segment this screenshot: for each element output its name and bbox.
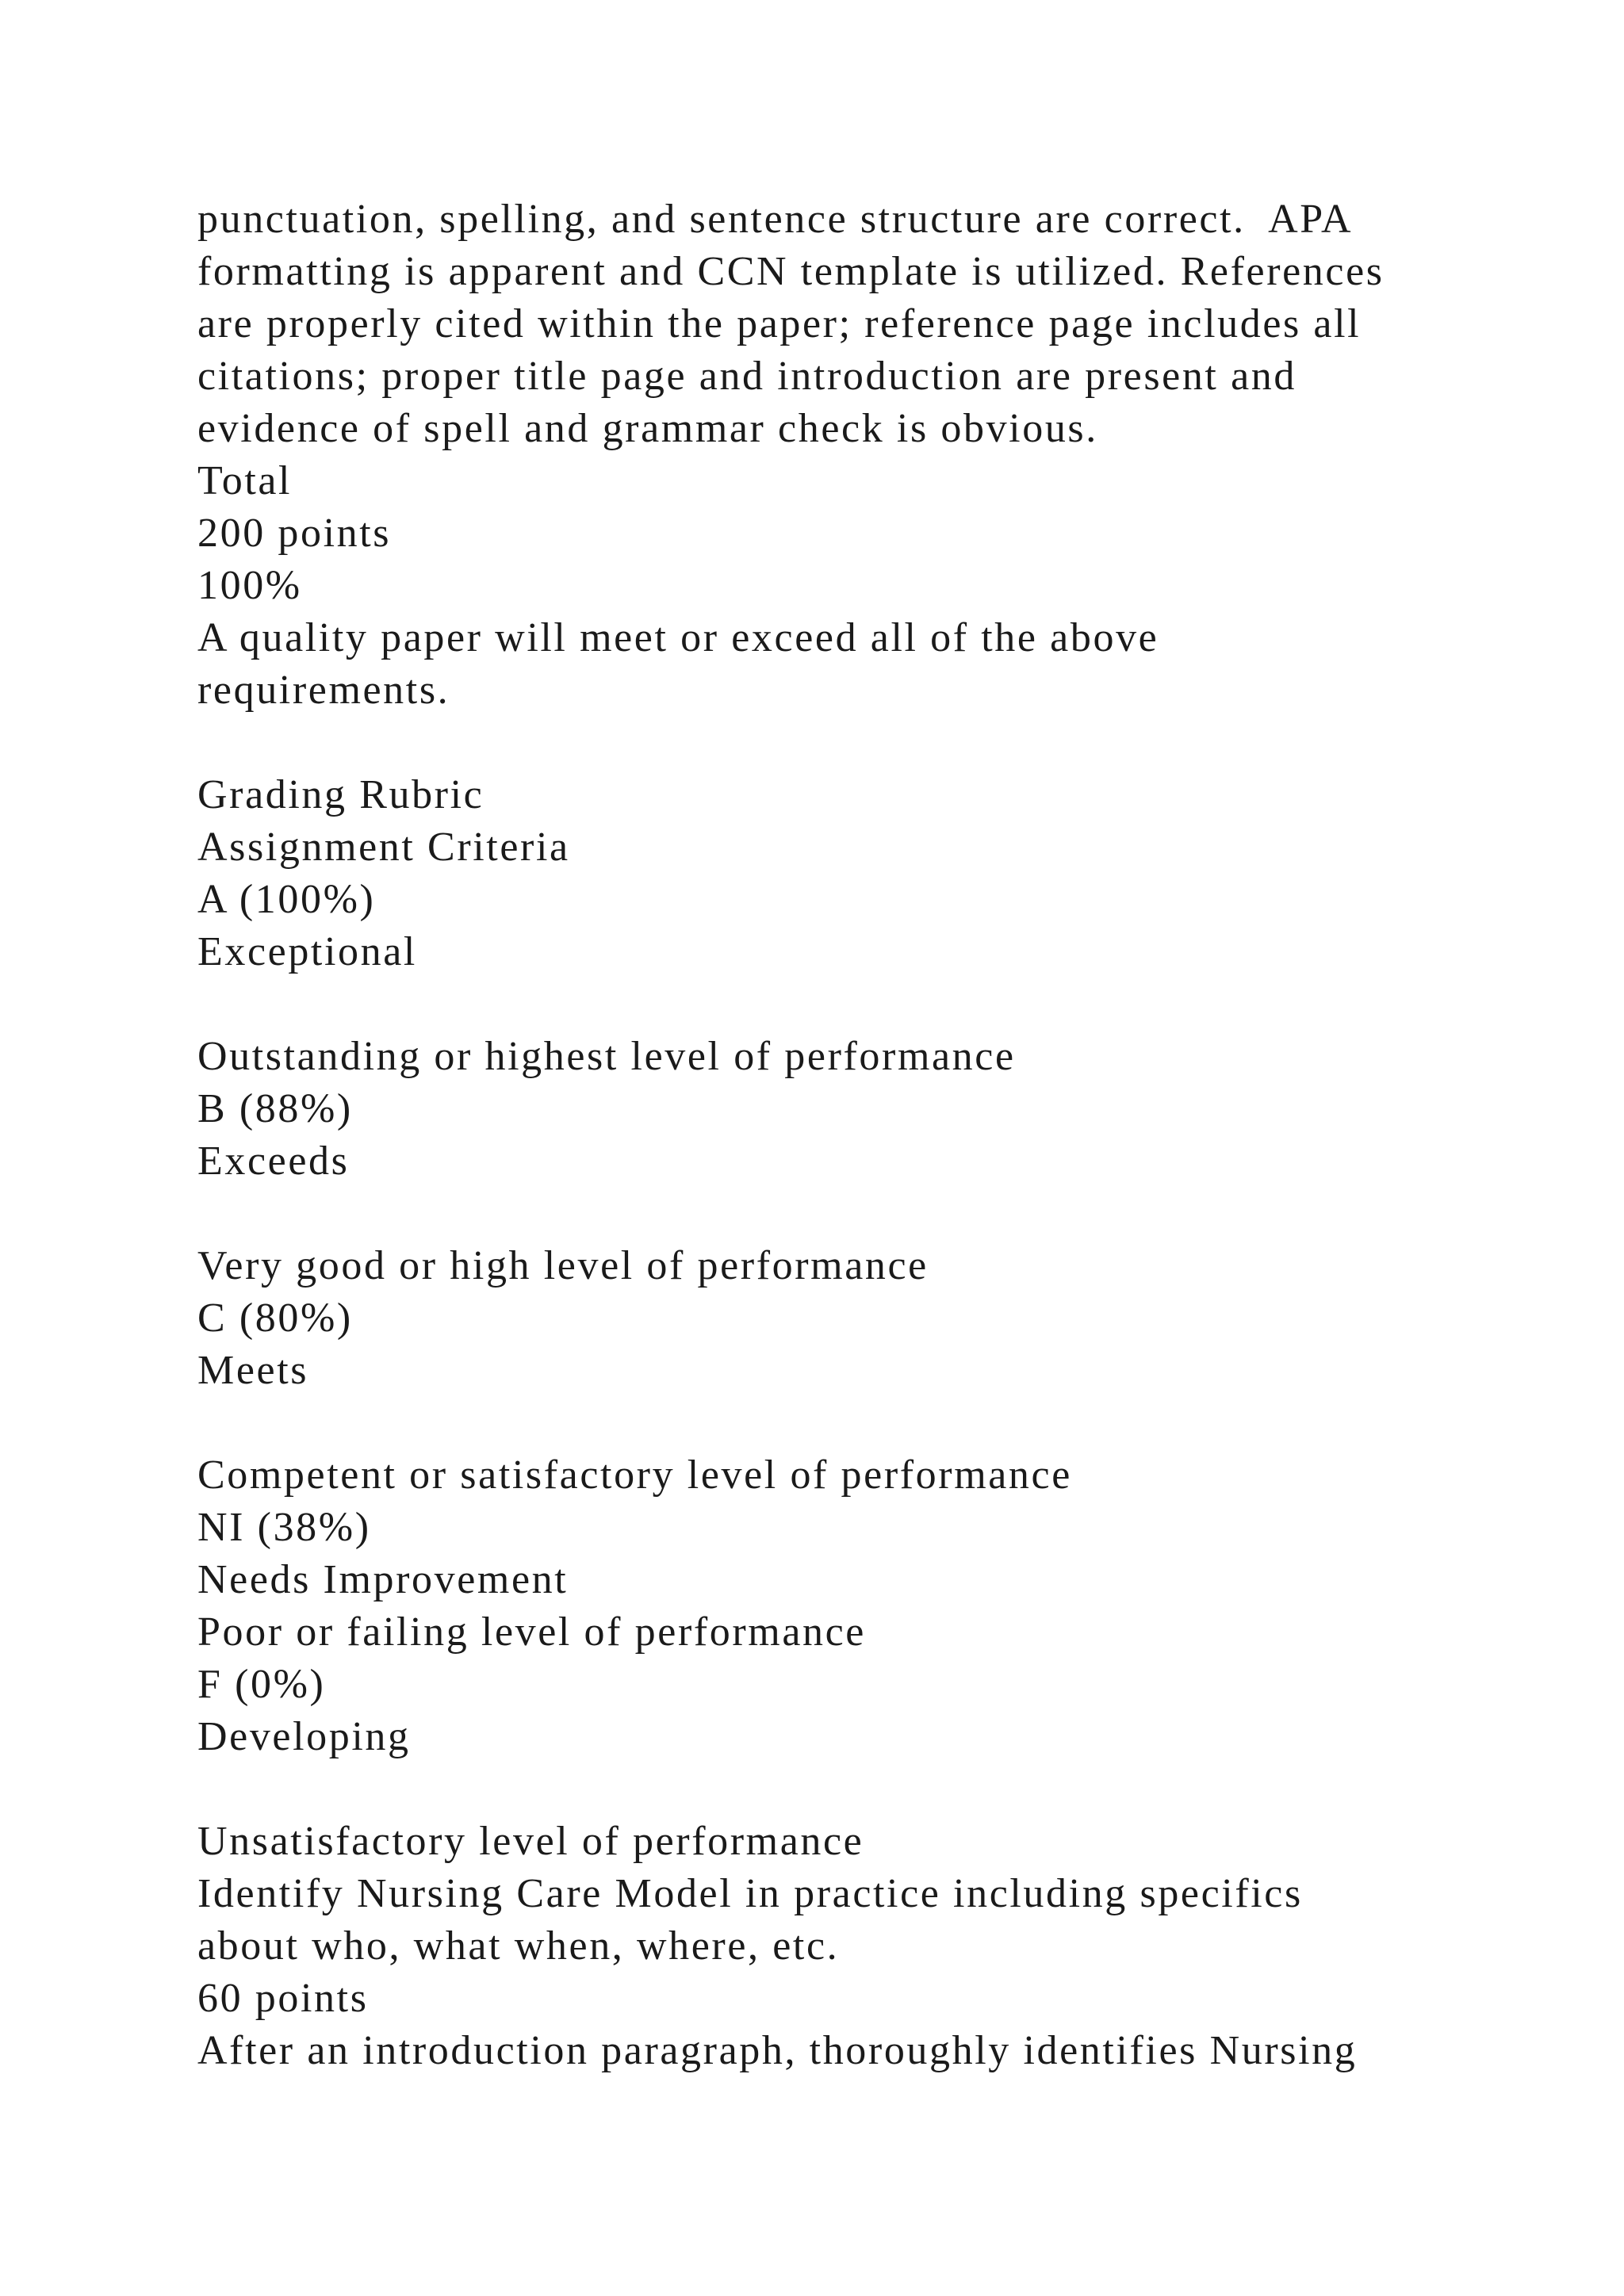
criterion-description: After an introduction paragraph, thoroughly identifies Nursing bbox=[197, 2028, 1358, 2073]
grade-a-description: Outstanding or highest level of performance bbox=[197, 1034, 1016, 1079]
text-line: formatting is apparent and CCN template is utilized. References bbox=[197, 249, 1385, 294]
grade-ni-label: NI (38%) bbox=[197, 1505, 371, 1550]
criteria-heading: Assignment Criteria bbox=[197, 825, 570, 870]
criterion-points: 60 points bbox=[197, 1976, 369, 2021]
grade-c-title: Meets bbox=[197, 1348, 309, 1393]
total-percent: 100% bbox=[197, 563, 302, 608]
blank-line bbox=[197, 1188, 1545, 1240]
grade-b-label: B (88%) bbox=[197, 1086, 353, 1131]
grade-b-description: Very good or high level of performance bbox=[197, 1243, 929, 1288]
text-line: requirements. bbox=[197, 668, 450, 713]
grade-ni-title: Needs Improvement bbox=[197, 1557, 569, 1602]
grade-c-label: C (80%) bbox=[197, 1295, 353, 1341]
text-line: citations; proper title page and introduction are present and bbox=[197, 354, 1297, 399]
blank-line bbox=[197, 1397, 1545, 1449]
grade-f-title: Developing bbox=[197, 1714, 411, 1759]
document-body bbox=[197, 193, 1545, 2077]
rubric-heading: Grading Rubric bbox=[197, 772, 485, 817]
total-points: 200 points bbox=[197, 511, 392, 556]
blank-line bbox=[197, 1763, 1545, 1816]
grade-a-label: A (100%) bbox=[197, 877, 376, 922]
grade-c-description: Competent or satisfactory level of performance bbox=[197, 1452, 1072, 1498]
blank-line bbox=[197, 978, 1545, 1031]
grade-a-title: Exceptional bbox=[197, 929, 417, 974]
text-line: A quality paper will meet or exceed all of the above bbox=[197, 615, 1159, 660]
criterion-title: Identify Nursing Care Model in practice including specifics bbox=[197, 1871, 1303, 1916]
total-label: Total bbox=[197, 458, 293, 503]
grade-f-description: Unsatisfactory level of performance bbox=[197, 1819, 864, 1864]
text-line: are properly cited within the paper; reference page includes all bbox=[197, 301, 1362, 346]
grade-b-title: Exceeds bbox=[197, 1138, 350, 1184]
grade-ni-description: Poor or failing level of performance bbox=[197, 1609, 866, 1655]
criterion-title: about who, what when, where, etc. bbox=[197, 1923, 840, 1969]
text-line: evidence of spell and grammar check is obvious. bbox=[197, 406, 1098, 451]
grade-f-label: F (0%) bbox=[197, 1662, 326, 1707]
blank-line bbox=[197, 717, 1545, 769]
text-line: punctuation, spelling, and sentence structure are correct. APA bbox=[197, 197, 1354, 242]
